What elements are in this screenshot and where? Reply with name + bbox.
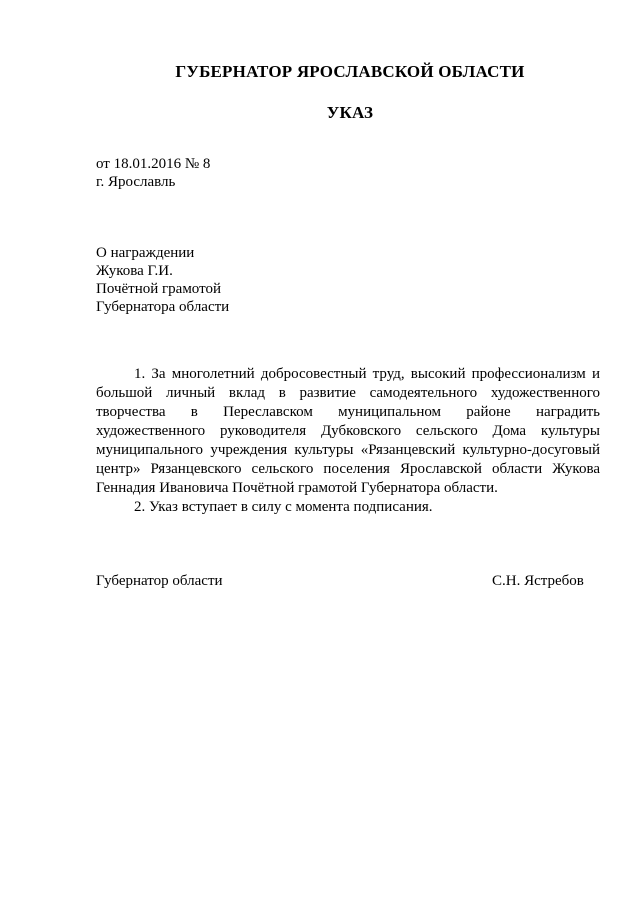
subject-line-4: Губернатора области xyxy=(96,299,230,315)
signature-name: С.Н. Ястребов xyxy=(492,573,584,589)
issuing-authority: ГУБЕРНАТОР ЯРОСЛАВСКОЙ ОБЛАСТИ xyxy=(175,62,525,81)
document-type: УКАЗ xyxy=(326,103,374,122)
document-body xyxy=(96,365,600,517)
paragraph-1: 1. За многолетний добросовестный труд, высокий профессионализм и большой личный вклад в развитие самодеятельного художественного творчества в Переславском муниципальном районе наградить художественного руководителя Дубковского сельского Дома культуры муниципального учреждения культуры «Рязанцевский культурно-досуговый центр» Рязанцевского сельского поселения Ярославской области Жукова Геннадия Ивановича Почётной грамотой Губернатора области. xyxy=(96,366,600,496)
subject-line-3: Почётной грамотой xyxy=(96,281,221,297)
date-number: от 18.01.2016 № 8 xyxy=(96,156,211,172)
signature-title: Губернатор области xyxy=(96,573,223,589)
subject-line-1: О награждении xyxy=(96,245,195,261)
city: г. Ярославль xyxy=(96,174,176,190)
paragraph-2: 2. Указ вступает в силу с момента подписания. xyxy=(134,499,433,515)
subject-line-2: Жукова Г.И. xyxy=(96,263,173,279)
